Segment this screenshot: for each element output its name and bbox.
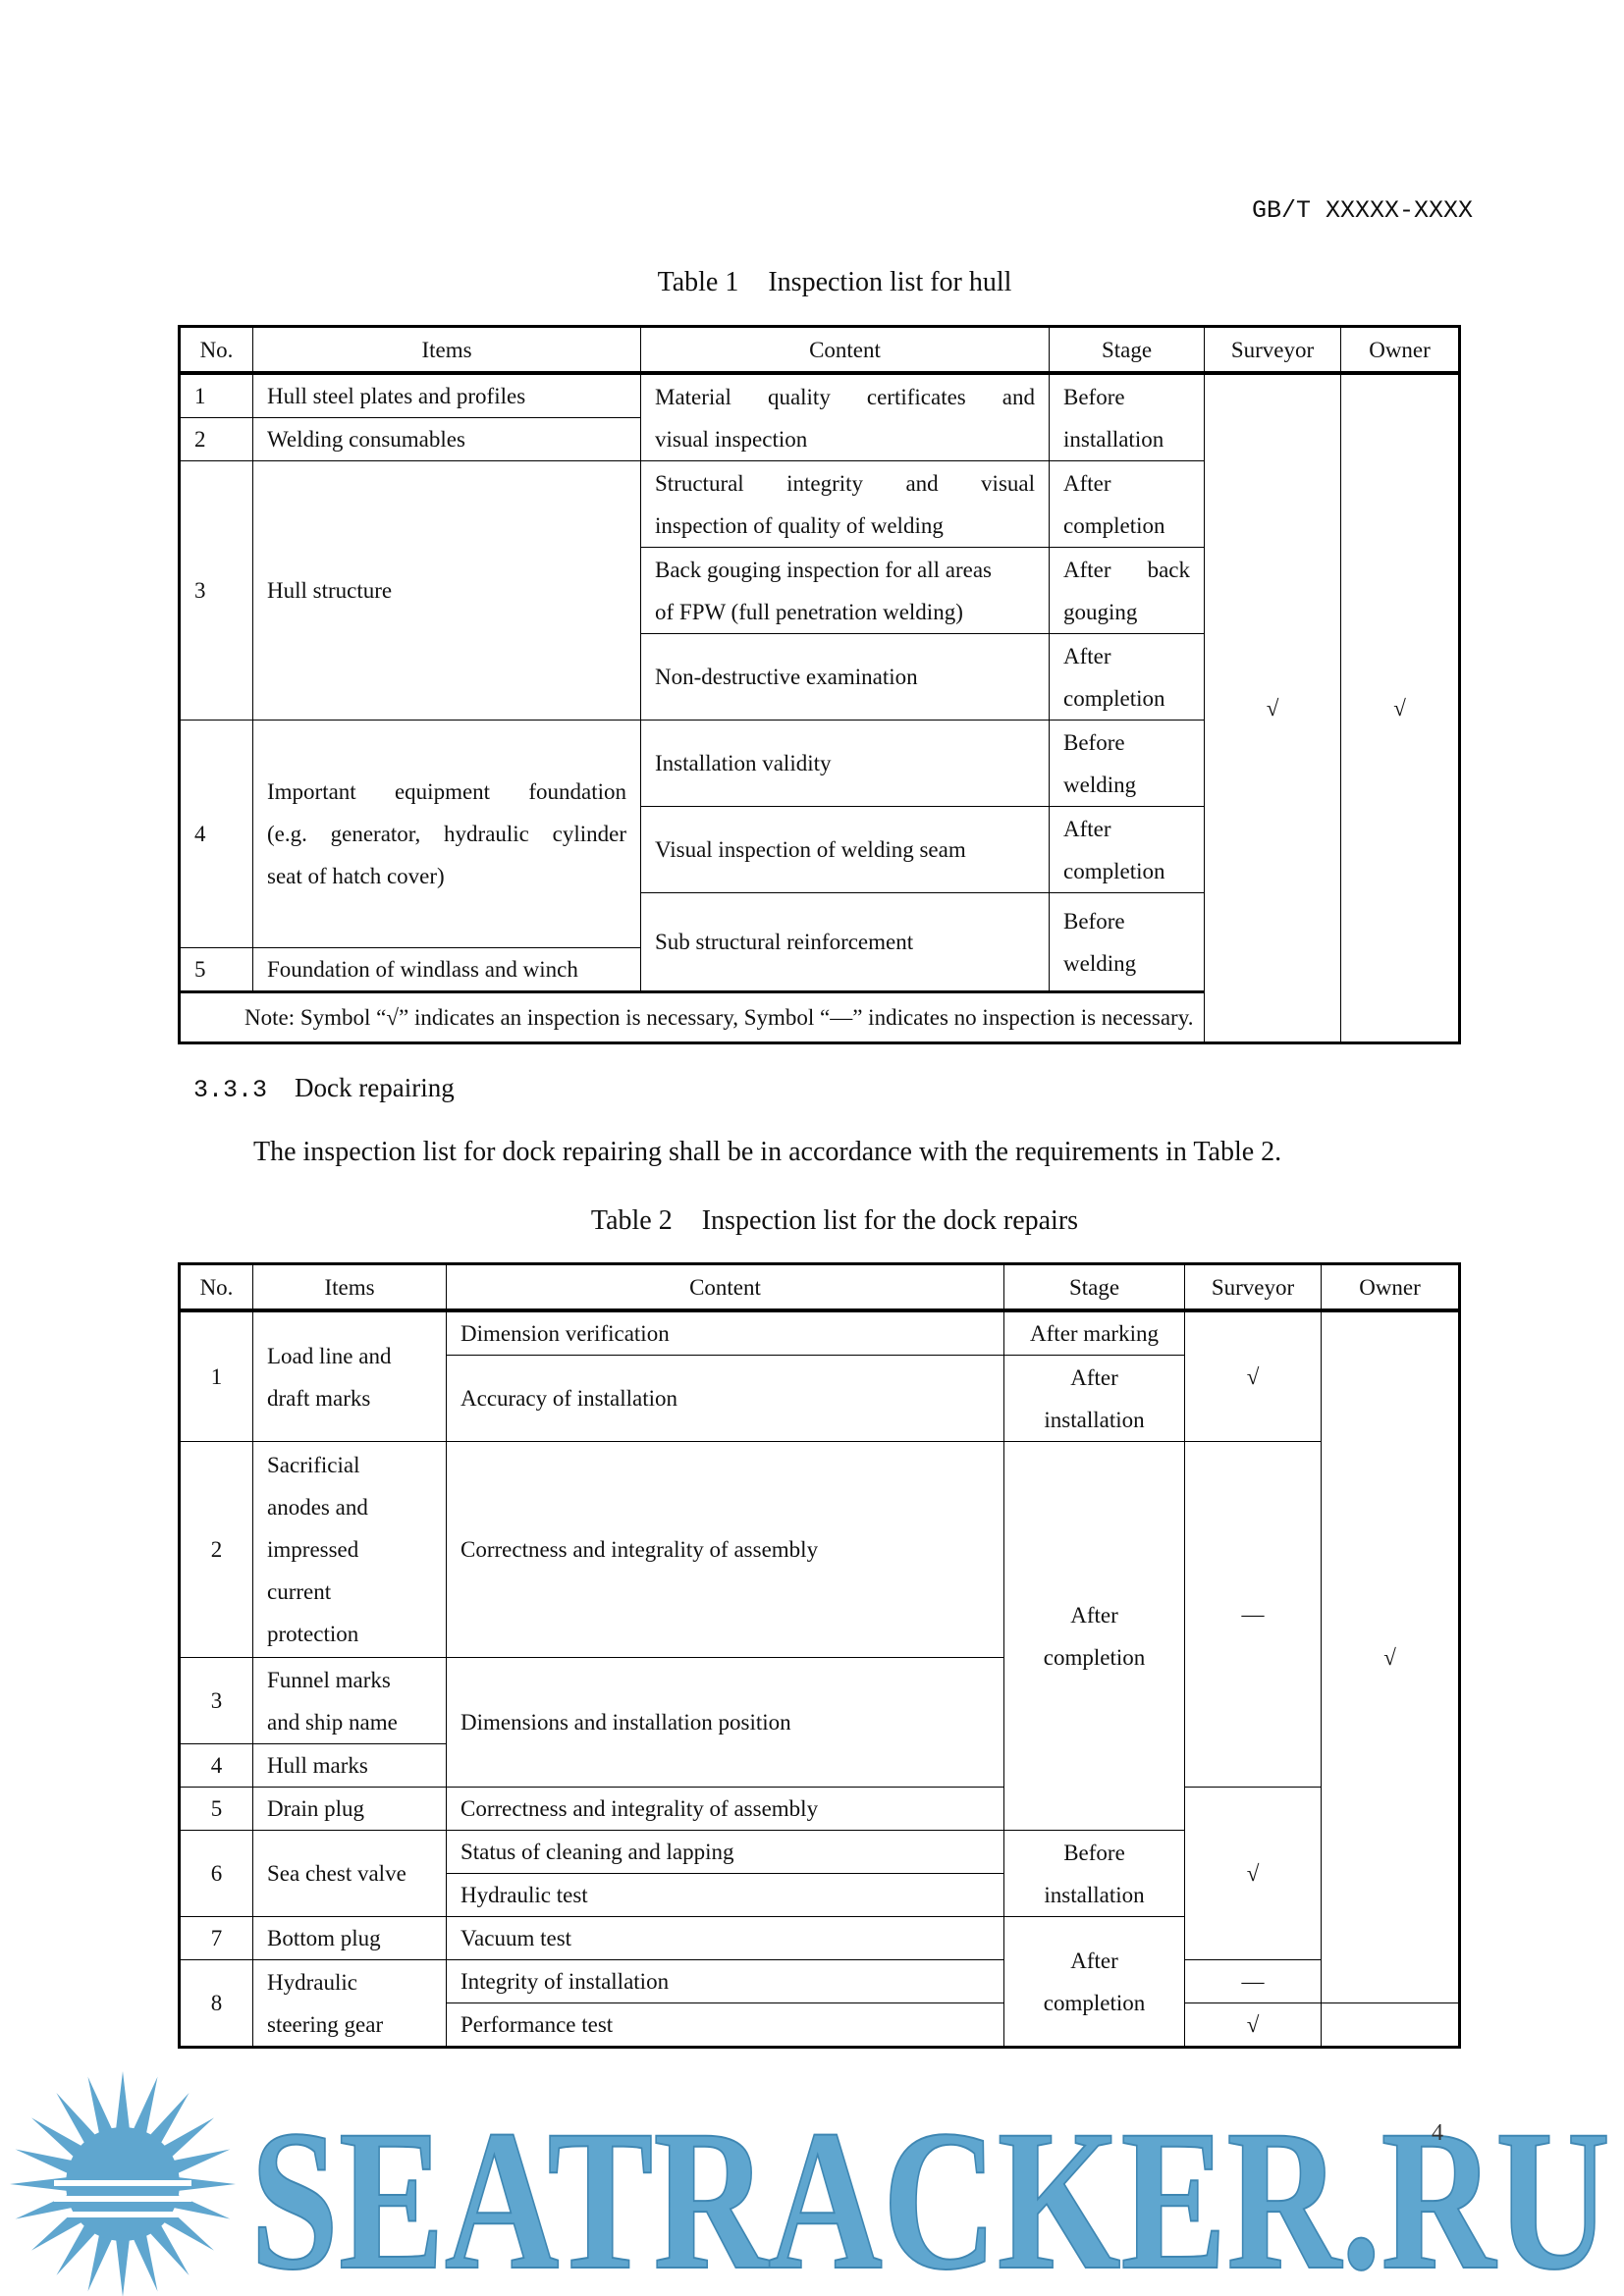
t1-stage-1-2-a: Before — [1063, 384, 1125, 409]
table-row — [180, 373, 1460, 418]
t2-surveyor-5-7: √ — [1185, 1788, 1322, 1960]
t2-item-2-l1: Sacrificial — [267, 1453, 360, 1477]
t2-item-8 — [253, 1960, 447, 2048]
t1-no-5: 5 — [180, 948, 253, 992]
section-number: 3.3.3 — [193, 1076, 268, 1104]
t1-col-no: No. — [180, 327, 253, 374]
t2-content-6b: Hydraulic test — [447, 1874, 1004, 1917]
t1-content-3b — [641, 548, 1050, 634]
t1-stage-5-l2: welding — [1063, 950, 1137, 976]
t2-content-8b: Performance test — [447, 2003, 1004, 2048]
t2-stage-1b-l1: After — [1070, 1364, 1118, 1390]
t2-col-stage: Stage — [1004, 1264, 1185, 1311]
t1-no-1: 1 — [180, 373, 253, 418]
t2-item-1-l2: draft marks — [267, 1385, 371, 1411]
t2-content-6a: Status of cleaning and lapping — [447, 1831, 1004, 1874]
t1-stage-3c-l1: After — [1063, 643, 1111, 668]
t1-stage-4a — [1050, 721, 1205, 807]
table1-caption-label: Table 1 — [657, 267, 739, 297]
t2-content-1b: Accuracy of installation — [447, 1356, 1004, 1442]
standard-code: GB/T XXXXX-XXXX — [1251, 196, 1473, 225]
t1-stage-3b-l2: gouging — [1063, 599, 1138, 624]
t1-col-owner: Owner — [1341, 327, 1460, 374]
t1-stage-1-2-b: installation — [1063, 426, 1164, 452]
t2-content-3-4: Dimensions and installation position — [447, 1658, 1004, 1788]
t1-content-3a-l1: Structural integrity and visual — [655, 470, 1035, 496]
t2-item-7: Bottom plug — [253, 1917, 447, 1960]
t2-item-4: Hull marks — [253, 1744, 447, 1788]
t2-item-3-l2: and ship name — [267, 1709, 398, 1735]
sun-ray — [172, 2150, 231, 2174]
t2-col-items: Items — [253, 1264, 447, 1311]
t1-stage-4a-l1: Before — [1063, 729, 1125, 755]
t2-item-3 — [253, 1658, 447, 1744]
t1-item-4-l1: Important equipment foundation — [267, 779, 626, 804]
t2-item-1 — [253, 1310, 447, 1442]
table1-caption-title: Inspection list for hull — [768, 267, 1012, 297]
t1-stage-3c-l2: completion — [1063, 685, 1165, 711]
t1-item-1: Hull steel plates and profiles — [253, 373, 641, 418]
t2-stage-6-l1: Before — [1063, 1840, 1125, 1865]
t2-stage-6 — [1004, 1831, 1185, 1917]
t2-stage-2-5-l1: After — [1070, 1602, 1118, 1628]
t2-owner-mark: √ — [1322, 1310, 1460, 2003]
sun-ray — [16, 2150, 75, 2174]
t1-col-surveyor: Surveyor — [1205, 327, 1341, 374]
t1-stage-3b — [1050, 548, 1205, 634]
sun-ray — [133, 2233, 157, 2292]
table-row — [180, 1788, 1460, 1831]
t1-owner-mark: √ — [1341, 373, 1460, 1043]
t2-stage-7-8-l1: After — [1070, 1948, 1118, 1973]
t1-stage-3a-l1: After — [1063, 470, 1111, 496]
table1 — [178, 325, 1461, 1044]
t1-surveyor-mark: √ — [1205, 373, 1341, 1043]
sun-ray — [133, 2077, 157, 2136]
t1-item-4-l2: (e.g. generator, hydraulic cylinder — [267, 822, 626, 846]
t1-item-4-l3: seat of hatch cover) — [267, 864, 445, 888]
t1-stage-3a — [1050, 461, 1205, 548]
t1-no-3: 3 — [180, 461, 253, 721]
t2-item-2-l5: protection — [267, 1622, 359, 1646]
t1-item-3: Hull structure — [253, 461, 641, 721]
t1-stage-1-2 — [1050, 373, 1205, 461]
t2-col-content: Content — [447, 1264, 1004, 1311]
t2-content-2: Correctness and integrality of assembly — [447, 1442, 1004, 1658]
table-row — [180, 1310, 1460, 1356]
t2-stage-2-5 — [1004, 1442, 1185, 1831]
t2-content-7: Vacuum test — [447, 1917, 1004, 1960]
t2-stage-6-l2: installation — [1044, 1882, 1145, 1907]
t1-stage-5-l1: Before — [1063, 908, 1125, 934]
t2-no-2: 2 — [180, 1442, 253, 1658]
t1-stage-5 — [1050, 893, 1205, 992]
t2-surveyor-1: √ — [1185, 1310, 1322, 1442]
t2-col-owner: Owner — [1322, 1264, 1460, 1311]
t1-item-4 — [253, 721, 641, 948]
t2-surveyor-8a: — — [1185, 1960, 1322, 2003]
table1-caption — [0, 267, 1624, 298]
table2-caption-label: Table 2 — [590, 1205, 673, 1236]
t1-col-stage: Stage — [1050, 327, 1205, 374]
t1-stage-4b-l2: completion — [1063, 858, 1165, 883]
t1-content-4b: Visual inspection of welding seam — [641, 807, 1050, 893]
t2-item-2-l4: current — [267, 1579, 332, 1604]
t2-no-3: 3 — [180, 1658, 253, 1744]
table2-header-row — [180, 1264, 1460, 1311]
t2-stage-7-8-l2: completion — [1043, 1990, 1146, 2015]
t2-item-2-l3: impressed — [267, 1537, 359, 1562]
t2-no-1: 1 — [180, 1310, 253, 1442]
t1-content-3b-l2: of FPW (full penetration welding) — [655, 599, 963, 624]
t1-no-2: 2 — [180, 418, 253, 461]
sun-ray — [88, 2077, 113, 2136]
t2-item-2 — [253, 1442, 447, 1658]
t2-surveyor-8b: √ — [1185, 2003, 1322, 2048]
table2-caption-title: Inspection list for the dock repairs — [701, 1205, 1079, 1236]
t1-stage-4a-l2: welding — [1063, 772, 1137, 797]
t2-no-4: 4 — [180, 1744, 253, 1788]
t2-col-no: No. — [180, 1264, 253, 1311]
t1-no-4: 4 — [180, 721, 253, 948]
table-row — [180, 1960, 1460, 2003]
t2-stage-2-5-l2: completion — [1043, 1644, 1146, 1670]
table-row — [180, 1442, 1460, 1485]
t1-stage-3c — [1050, 634, 1205, 721]
t2-no-8: 8 — [180, 1960, 253, 2048]
t1-stage-4b — [1050, 807, 1205, 893]
table2 — [178, 1262, 1461, 2049]
t2-stage-1b — [1004, 1356, 1185, 1442]
t1-stage-3b-l1: After back — [1063, 557, 1190, 582]
t1-content-4a: Installation validity — [641, 721, 1050, 807]
t2-no-5: 5 — [180, 1788, 253, 1831]
t1-col-content: Content — [641, 327, 1050, 374]
t1-content-3a-l2: inspection of quality of welding — [655, 512, 944, 538]
t2-item-8-l2: steering gear — [267, 2011, 384, 2037]
t1-content-3c: Non-destructive examination — [641, 634, 1050, 721]
sun-logo-icon — [10, 2071, 236, 2296]
t1-note: Note: Symbol “√” indicates an inspection is necessary, Symbol “—” indicates no inspection is necessary. — [180, 992, 1460, 1043]
t1-content-5: Sub structural reinforcement — [641, 893, 1050, 992]
section-title: Dock repairing — [295, 1073, 455, 1102]
t1-stage-4b-l1: After — [1063, 816, 1111, 841]
t2-item-1-l1: Load line and — [267, 1343, 392, 1368]
watermark-text: SEATRACKER.RU — [250, 2089, 1610, 2296]
t1-col-items: Items — [253, 327, 641, 374]
t2-content-5: Correctness and integrality of assembly — [447, 1788, 1004, 1831]
sun-ray — [116, 2238, 130, 2296]
t2-surveyor-2-4: — — [1185, 1442, 1322, 1788]
page-number: 4 — [1432, 2120, 1443, 2146]
t2-item-2-l2: anodes and — [267, 1495, 368, 1520]
table2-caption — [0, 1205, 1624, 1237]
t2-stage-1b-l2: installation — [1044, 1407, 1145, 1432]
t1-stage-3a-l2: completion — [1063, 512, 1165, 538]
t2-item-5: Drain plug — [253, 1788, 447, 1831]
t2-no-7: 7 — [180, 1917, 253, 1960]
t2-item-3-l1: Funnel marks — [267, 1667, 391, 1692]
t2-col-surveyor: Surveyor — [1185, 1264, 1322, 1311]
t2-stage-7-8 — [1004, 1917, 1185, 2048]
sun-ray — [116, 2071, 130, 2131]
sun-ray — [88, 2233, 113, 2292]
table-row — [180, 992, 1460, 1043]
t1-content-1-2 — [641, 373, 1050, 461]
t1-content-1-2-a: Material quality certificates and — [655, 384, 1035, 409]
t1-content-1-2-b: visual inspection — [655, 426, 808, 452]
t2-content-1a: Dimension verification — [447, 1310, 1004, 1356]
t1-item-2: Welding consumables — [253, 418, 641, 461]
t1-content-3b-l1: Back gouging inspection for all areas — [655, 557, 992, 582]
t2-content-8a: Integrity of installation — [447, 1960, 1004, 2003]
watermark — [0, 2071, 1624, 2296]
t2-no-6: 6 — [180, 1831, 253, 1917]
t1-item-5: Foundation of windlass and winch — [253, 948, 641, 992]
section-heading — [193, 1073, 455, 1104]
table1-header-row — [180, 327, 1460, 374]
t2-stage-1a: After marking — [1004, 1310, 1185, 1356]
t2-item-6: Sea chest valve — [253, 1831, 447, 1917]
t1-content-3a — [641, 461, 1050, 548]
section-paragraph: The inspection list for dock repairing shall be in accordance with the requirements in Table 2. — [253, 1137, 1282, 1167]
t2-item-8-l1: Hydraulic — [267, 1969, 357, 1995]
